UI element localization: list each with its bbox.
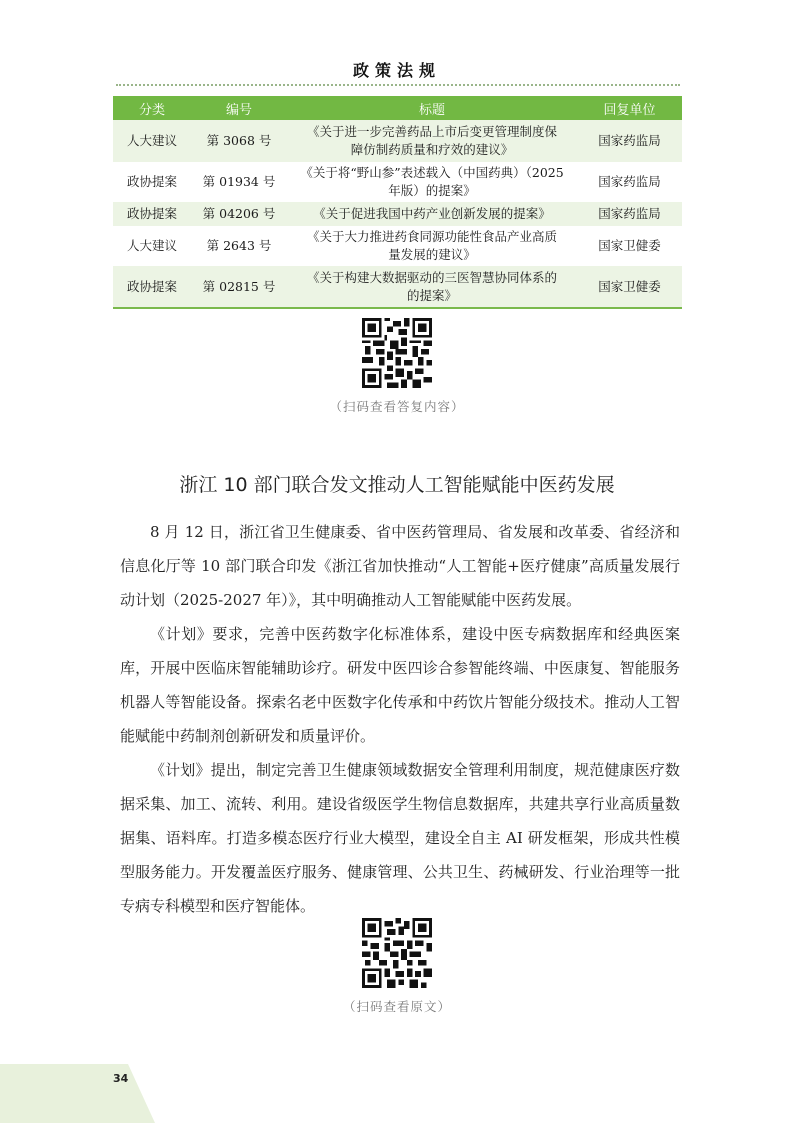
cell-category: 政协提案 <box>113 266 191 308</box>
article-title: 浙江 10 部门联合发文推动人工智能赋能中医药发展 <box>179 474 615 496</box>
title-line: 障仿制药质量和疗效的建议》 <box>350 142 514 157</box>
footer-tab <box>0 1064 155 1123</box>
title-line: 《关于构建大数据驱动的三医智慧协同体系的 <box>306 269 557 285</box>
cell-number: 第 01934 号 <box>202 174 276 189</box>
article-paragraph: 《计划》提出，制定完善卫生健康领域数据安全管理利用制度，规范健康医疗数据采集、加工、流转、利用。建设省级医学生物信息数据库，共建共享行业高质量数据集、语料库。打造多模态医疗行业大模型，建设全自主 AI 研发框架，形成共性模型服务能力。开发覆盖医疗服务、健康管理、公共卫生、药械研发、行业治理等一批专病专科模型和医疗智能体。 <box>120 761 680 915</box>
cell-unit: 国家药监局 <box>598 174 661 189</box>
cell-title <box>287 162 577 202</box>
cell-number: 第 04206 号 <box>191 202 287 226</box>
cell-number: 第 2643 号 <box>206 238 272 253</box>
section-title: 政策法规 <box>352 61 441 80</box>
title-line: 《关于促进我国中药产业创新发展的提案》 <box>313 206 551 221</box>
title-line: 年版）的提案》 <box>388 183 476 198</box>
cell-number: 第 3068 号 <box>191 120 287 162</box>
article-paragraph: 8 月 12 日，浙江省卫生健康委、省中医药管理局、省发展和改革委、省经济和信息化厅等 10 部门联合印发《浙江省加快推动“人工智能+医疗健康”高质量发展行动计划（2025-2027 年）》，其中明确推动人工智能赋能中医药发展。 <box>120 523 680 609</box>
cell-title <box>287 202 577 226</box>
table-row <box>113 202 682 226</box>
qr-code-icon[interactable] <box>362 318 432 388</box>
cell-unit: 国家药监局 <box>577 120 682 162</box>
title-line: 《关于将“野山参”表述载入（中国药典）（2025 <box>300 165 564 180</box>
cell-title <box>287 266 577 308</box>
cell-unit: 国家卫健委 <box>598 238 661 253</box>
cell-title <box>287 120 577 162</box>
article-paragraph: 《计划》要求，完善中医药数字化标准体系，建设中医专病数据库和经典医案库，开展中医临床智能辅助诊疗。研发中医四诊合参智能终端、中医康复、智能服务机器人等智能设备。探索名老中医数字化传承和中药饮片智能分级技术。推动人工智能赋能中药制剂创新研发和质量评价。 <box>120 625 680 745</box>
page-number: 34 <box>113 1072 129 1085</box>
cell-unit: 国家药监局 <box>577 202 682 226</box>
column-header-number: 编号 <box>191 96 287 120</box>
cell-category: 人大建议 <box>126 238 177 253</box>
title-line: 的提案》 <box>406 287 457 303</box>
column-header-title: 标题 <box>287 96 577 120</box>
column-header-category: 分类 <box>113 96 191 120</box>
policy-reply-table <box>113 96 682 309</box>
qr-caption-original: （扫码查看原文） <box>342 999 451 1014</box>
cell-number: 第 02815 号 <box>191 266 287 308</box>
table-row <box>113 266 682 308</box>
table-row <box>113 162 682 202</box>
cell-category: 政协提案 <box>113 202 191 226</box>
title-line: 《关于大力推进药食同源功能性食品产业高质 <box>306 229 557 244</box>
column-header-unit: 回复单位 <box>577 96 682 120</box>
cell-title <box>287 226 577 266</box>
table-row <box>113 226 682 266</box>
title-line: 《关于进一步完善药品上市后变更管理制度保 <box>306 124 557 139</box>
title-line: 量发展的建议》 <box>388 247 476 262</box>
qr-code-icon[interactable] <box>362 918 432 988</box>
cell-unit: 国家卫健委 <box>577 266 682 308</box>
table-header-row <box>113 96 682 120</box>
table-row <box>113 120 682 162</box>
header-divider <box>116 84 680 86</box>
article-body <box>120 515 680 923</box>
qr-caption-reply: （扫码查看答复内容） <box>329 399 465 414</box>
cell-category: 政协提案 <box>126 174 177 189</box>
cell-category: 人大建议 <box>113 120 191 162</box>
